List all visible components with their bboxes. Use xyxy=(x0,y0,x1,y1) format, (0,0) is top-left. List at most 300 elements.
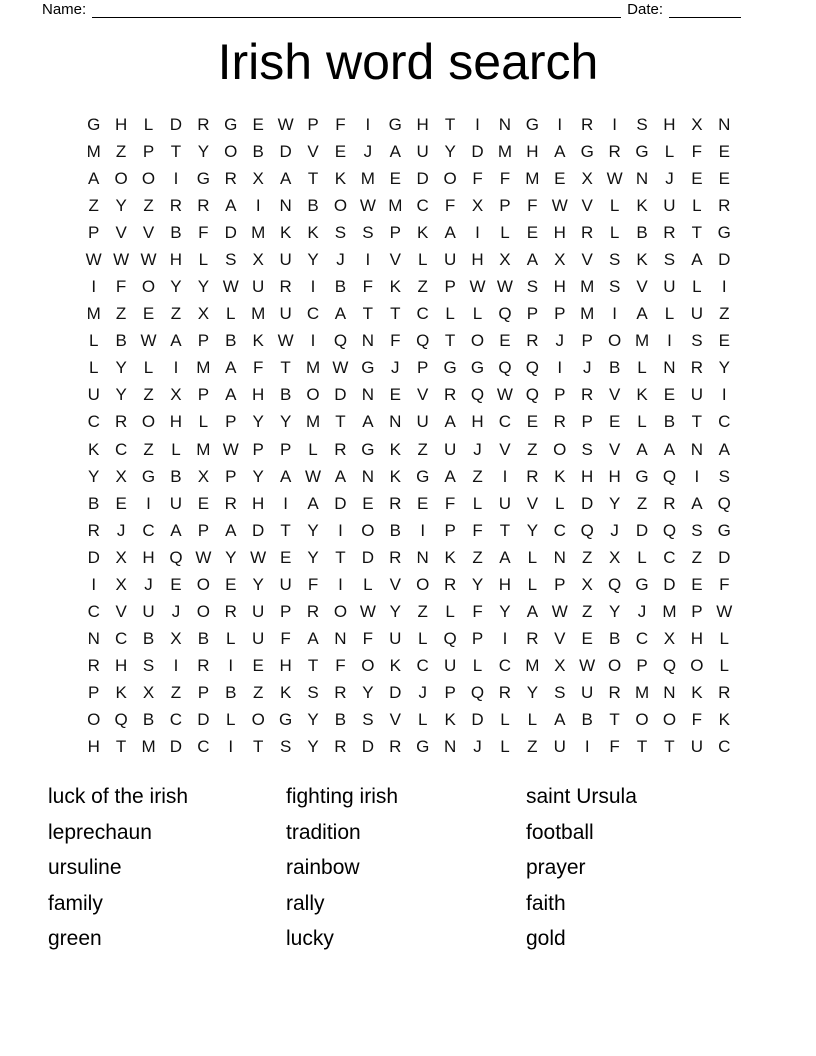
grid-letter: W xyxy=(195,547,212,567)
grid-letter: L xyxy=(500,222,510,242)
word-list-item: prayer xyxy=(526,856,586,880)
grid-letter: U xyxy=(443,656,457,676)
grid-letter: I xyxy=(228,656,234,676)
grid-letter: D xyxy=(169,114,183,134)
grid-letter: Y xyxy=(252,574,264,594)
grid-letter: O xyxy=(251,710,265,730)
grid-letter: Y xyxy=(526,683,539,703)
grid-letter: C xyxy=(498,656,512,676)
grid-letter: L xyxy=(719,629,730,649)
grid-letter: P xyxy=(554,385,566,405)
grid-letter: D xyxy=(471,710,484,730)
grid-letter: M xyxy=(580,304,595,324)
grid-letter: R xyxy=(279,277,292,297)
grid-letter: A xyxy=(444,412,456,432)
grid-letter: Z xyxy=(115,304,127,324)
grid-letter: J xyxy=(144,574,153,594)
word-list-item: tradition xyxy=(286,820,361,844)
word-list-item: faith xyxy=(526,891,566,915)
grid-letter: K xyxy=(554,466,566,486)
grid-letter: Z xyxy=(88,195,99,215)
grid-letter: G xyxy=(279,710,293,730)
grid-letter: T xyxy=(280,520,291,540)
grid-letter: R xyxy=(718,195,731,215)
grid-letter: Q xyxy=(470,385,485,405)
grid-letter: J xyxy=(473,439,482,459)
grid-letter: E xyxy=(691,574,703,594)
grid-letter: H xyxy=(498,574,512,594)
grid-letter: E xyxy=(252,656,264,676)
grid-letter: L xyxy=(143,358,154,378)
grid-letter: H xyxy=(471,412,484,432)
grid-letter: D xyxy=(197,710,210,730)
word-column xyxy=(286,779,398,957)
grid-letter: H xyxy=(252,493,265,513)
date-label: Date: xyxy=(627,1,663,18)
grid-letter: R xyxy=(526,629,539,649)
grid-letter: I xyxy=(365,249,371,269)
word-list-item: saint Ursula xyxy=(526,785,637,808)
grid-letter: M xyxy=(86,304,101,324)
grid-letter: N xyxy=(87,629,100,649)
grid-letter: B xyxy=(142,629,155,649)
grid-letter: R xyxy=(224,493,237,513)
grid-letter: Y xyxy=(252,466,264,486)
grid-letter: P xyxy=(197,331,210,351)
grid-letter: U xyxy=(279,304,292,324)
grid-letter: X xyxy=(197,304,210,324)
grid-letter: K xyxy=(718,710,730,730)
grid-letter: H xyxy=(581,466,594,486)
grid-letter: W xyxy=(716,602,733,622)
grid-letter: P xyxy=(444,683,456,703)
grid-letter: B xyxy=(170,466,182,486)
grid-letter: T xyxy=(444,114,456,134)
grid-letter: M xyxy=(634,331,650,351)
grid-letter: Y xyxy=(170,277,182,297)
grid-letter: K xyxy=(444,547,456,567)
grid-letter: N xyxy=(416,547,429,567)
grid-letter: I xyxy=(146,493,151,513)
grid-letter: P xyxy=(225,412,237,432)
grid-letter: A xyxy=(88,168,100,188)
grid-letter: L xyxy=(417,629,428,649)
grid-letter: F xyxy=(280,629,291,649)
grid-letter: X xyxy=(554,656,566,676)
grid-letter: X xyxy=(115,574,127,594)
grid-letter: H xyxy=(608,466,621,486)
grid-letter: F xyxy=(362,629,374,649)
grid-letter: R xyxy=(197,114,210,134)
grid-letter: M xyxy=(141,737,156,757)
grid-letter: L xyxy=(472,304,483,324)
grid-letter: X xyxy=(170,385,182,405)
grid-letter: E xyxy=(225,574,237,594)
grid-letter: O xyxy=(470,331,485,351)
grid-letter: D xyxy=(252,520,265,540)
grid-letter: I xyxy=(310,331,316,351)
grid-letter: B xyxy=(279,385,292,405)
grid-letter: P xyxy=(499,195,511,215)
grid-letter: G xyxy=(416,737,430,757)
grid-letter: Y xyxy=(115,385,127,405)
grid-letter: T xyxy=(335,412,346,432)
word-list-item: football xyxy=(526,820,594,844)
grid-letter: M xyxy=(360,168,375,188)
grid-letter: Z xyxy=(472,547,483,567)
grid-letter: Z xyxy=(170,304,182,324)
grid-letter: X xyxy=(197,466,210,486)
grid-letter: Y xyxy=(307,520,319,540)
grid-letter: M xyxy=(305,358,321,378)
grid-letter: A xyxy=(636,439,648,459)
grid-letter: F xyxy=(609,737,620,757)
grid-letter: W xyxy=(140,249,157,269)
grid-letter: W xyxy=(277,114,294,134)
grid-letter: K xyxy=(636,385,648,405)
grid-letter: R xyxy=(663,222,676,242)
name-date-row xyxy=(42,0,741,20)
grid-letter: O xyxy=(196,602,210,622)
grid-letter: J xyxy=(637,602,647,622)
grid-letter: H xyxy=(169,412,183,432)
grid-letter: P xyxy=(691,602,703,622)
grid-letter: G xyxy=(717,520,731,540)
grid-letter: O xyxy=(608,331,622,351)
grid-letter: S xyxy=(307,683,319,703)
grid-letter: I xyxy=(173,358,179,378)
grid-letter: C xyxy=(114,629,128,649)
grid-letter: B xyxy=(252,141,264,161)
word-search-grid xyxy=(80,111,738,761)
grid-letter: R xyxy=(581,222,594,242)
grid-letter: S xyxy=(636,114,648,134)
grid-letter: G xyxy=(416,466,430,486)
grid-letter: K xyxy=(389,277,401,297)
grid-letter: X xyxy=(663,629,676,649)
grid-letter: N xyxy=(361,466,374,486)
grid-letter: M xyxy=(634,683,650,703)
grid-letter: G xyxy=(635,141,649,161)
grid-letter: V xyxy=(389,249,401,269)
grid-letter: Y xyxy=(718,358,730,378)
grid-letter: U xyxy=(252,629,265,649)
grid-letter: H xyxy=(252,385,265,405)
grid-letter: O xyxy=(635,710,649,730)
grid-letter: A xyxy=(170,520,182,540)
grid-letter: O xyxy=(333,602,348,622)
grid-letter: B xyxy=(608,358,621,378)
grid-letter: Y xyxy=(225,547,237,567)
grid-letter: Q xyxy=(525,358,539,378)
grid-letter: R xyxy=(87,520,100,540)
grid-letter: R xyxy=(389,737,402,757)
grid-letter: B xyxy=(608,629,621,649)
grid-letter: D xyxy=(361,737,374,757)
grid-letter: Y xyxy=(307,249,319,269)
grid-letter: J xyxy=(665,168,674,188)
grid-letter: A xyxy=(691,249,703,269)
word-list-item: family xyxy=(48,891,103,915)
grid-letter: L xyxy=(555,493,565,513)
grid-letter: P xyxy=(307,114,319,134)
grid-letter: X xyxy=(115,466,127,486)
grid-letter: I xyxy=(612,114,617,134)
grid-letter: A xyxy=(307,493,319,513)
grid-letter: I xyxy=(502,466,508,486)
grid-letter: E xyxy=(718,331,730,351)
grid-letter: Y xyxy=(115,358,127,378)
grid-letter: U xyxy=(690,385,703,405)
grid-letter: R xyxy=(87,656,100,676)
grid-letter: D xyxy=(361,547,374,567)
word-list-item: leprechaun xyxy=(48,820,152,844)
grid-letter: D xyxy=(581,493,594,513)
grid-letter: O xyxy=(114,168,128,188)
grid-letter: V xyxy=(142,222,155,242)
grid-letter: U xyxy=(553,737,566,757)
grid-letter: H xyxy=(279,656,292,676)
grid-letter: Y xyxy=(307,710,319,730)
grid-letter: P xyxy=(526,304,539,324)
grid-letter: E xyxy=(417,493,429,513)
grid-letter: L xyxy=(500,710,510,730)
grid-letter: B xyxy=(636,222,648,242)
grid-letter: R xyxy=(553,412,566,432)
grid-letter: G xyxy=(141,466,156,486)
grid-letter: L xyxy=(143,114,154,134)
grid-letter: L xyxy=(88,358,99,378)
grid-letter: I xyxy=(475,222,480,242)
grid-letter: P xyxy=(279,602,292,622)
word-column xyxy=(48,779,188,957)
grid-letter: A xyxy=(334,304,347,324)
grid-letter: M xyxy=(497,141,513,161)
grid-letter: X xyxy=(252,168,264,188)
grid-letter: G xyxy=(388,114,402,134)
grid-letter: J xyxy=(582,358,592,378)
grid-letter: O xyxy=(443,168,457,188)
grid-letter: Y xyxy=(279,412,292,432)
grid-letter: J xyxy=(610,520,619,540)
grid-letter: V xyxy=(115,602,127,622)
grid-letter: W xyxy=(85,249,102,269)
grid-letter: M xyxy=(305,412,321,432)
grid-letter: H xyxy=(471,249,484,269)
grid-letter: N xyxy=(279,195,292,215)
grid-letter: U xyxy=(663,195,676,215)
grid-letter: C xyxy=(498,412,512,432)
grid-letter: L xyxy=(664,304,675,324)
grid-letter: W xyxy=(579,656,596,676)
grid-letter: E xyxy=(389,168,401,188)
grid-letter: F xyxy=(335,114,346,134)
grid-letter: M xyxy=(251,222,266,242)
name-blank-line xyxy=(92,2,621,18)
grid-letter: I xyxy=(228,737,234,757)
grid-letter: I xyxy=(310,277,316,297)
grid-letter: K xyxy=(88,439,100,459)
grid-letter: Q xyxy=(580,520,594,540)
grid-letter: U xyxy=(416,412,429,432)
grid-letter: L xyxy=(527,710,538,730)
grid-letter: U xyxy=(581,683,594,703)
grid-letter: F xyxy=(691,710,703,730)
grid-letter: D xyxy=(635,520,649,540)
grid-letter: J xyxy=(418,683,427,703)
grid-letter: T xyxy=(664,737,675,757)
grid-letter: K xyxy=(444,710,456,730)
grid-letter: M xyxy=(525,656,540,676)
grid-letter: G xyxy=(361,358,375,378)
grid-letter: M xyxy=(525,168,540,188)
grid-letter: A xyxy=(307,629,319,649)
grid-letter: B xyxy=(581,710,593,730)
grid-letter: N xyxy=(718,114,731,134)
grid-letter: K xyxy=(334,168,347,188)
grid-letter: N xyxy=(389,412,402,432)
grid-letter: R xyxy=(306,602,320,622)
grid-letter: F xyxy=(444,493,456,513)
grid-letter: E xyxy=(115,493,127,513)
grid-letter: O xyxy=(553,439,567,459)
grid-letter: W xyxy=(222,439,239,459)
grid-letter: W xyxy=(551,195,568,215)
grid-letter: V xyxy=(389,710,401,730)
grid-letter: T xyxy=(335,547,346,567)
grid-letter: Z xyxy=(417,602,428,622)
grid-letter: S xyxy=(663,249,676,269)
grid-letter: J xyxy=(391,358,400,378)
grid-letter: O xyxy=(416,574,430,594)
grid-letter: T xyxy=(691,222,703,242)
grid-letter: L xyxy=(637,412,647,432)
grid-letter: P xyxy=(225,466,237,486)
grid-letter: W xyxy=(606,168,623,188)
grid-letter: M xyxy=(196,358,211,378)
grid-letter: L xyxy=(500,737,510,757)
grid-letter: V xyxy=(499,439,511,459)
grid-letter: B xyxy=(170,222,182,242)
grid-letter: H xyxy=(690,629,703,649)
grid-letter: L xyxy=(445,602,455,622)
grid-letter: U xyxy=(443,249,457,269)
grid-letter: I xyxy=(721,277,727,297)
grid-letter: X xyxy=(252,249,264,269)
grid-letter: O xyxy=(361,520,375,540)
grid-letter: W xyxy=(222,277,239,297)
grid-letter: T xyxy=(609,710,620,730)
grid-letter: L xyxy=(417,249,428,269)
grid-letter: R xyxy=(443,574,457,594)
word-column xyxy=(526,779,637,957)
grid-letter: U xyxy=(87,385,100,405)
grid-letter: R xyxy=(334,439,347,459)
grid-letter: I xyxy=(475,114,480,134)
page-title: Irish word search xyxy=(217,34,599,90)
grid-letter: C xyxy=(553,520,566,540)
grid-letter: S xyxy=(362,222,374,242)
grid-letter: Z xyxy=(143,195,154,215)
grid-letter: F xyxy=(499,168,511,188)
grid-letter: X xyxy=(142,683,155,703)
grid-letter: U xyxy=(252,602,265,622)
grid-letter: V xyxy=(636,277,648,297)
grid-letter: I xyxy=(173,168,179,188)
grid-letter: E xyxy=(581,629,593,649)
grid-letter: O xyxy=(306,385,320,405)
grid-letter: R xyxy=(389,493,402,513)
grid-letter: E xyxy=(197,493,210,513)
grid-letter: Y xyxy=(444,141,456,161)
word-list-item: green xyxy=(48,927,102,951)
grid-letter: Z xyxy=(527,737,538,757)
grid-letter: L xyxy=(88,331,99,351)
grid-letter: K xyxy=(691,683,703,703)
grid-letter: K xyxy=(115,683,127,703)
grid-letter: V xyxy=(389,574,401,594)
grid-letter: R xyxy=(197,195,210,215)
grid-letter: P xyxy=(252,439,264,459)
word-list-item: rally xyxy=(286,891,325,915)
grid-letter: A xyxy=(663,439,676,459)
grid-letter: H xyxy=(416,114,429,134)
grid-letter: L xyxy=(719,656,730,676)
grid-letter: S xyxy=(362,710,374,730)
grid-letter: D xyxy=(663,574,676,594)
grid-letter: Q xyxy=(498,304,512,324)
word-list-item: luck of the irish xyxy=(48,785,189,808)
grid-letter: F xyxy=(719,574,730,594)
grid-letter: O xyxy=(196,574,210,594)
grid-letter: P xyxy=(444,277,456,297)
grid-letter: P xyxy=(581,412,593,432)
grid-letter: Q xyxy=(717,493,731,513)
grid-letter: P xyxy=(88,683,100,703)
grid-letter: B xyxy=(115,331,127,351)
grid-letter: F xyxy=(253,358,264,378)
grid-letter: B xyxy=(389,520,401,540)
grid-letter: D xyxy=(471,141,484,161)
grid-letter: V xyxy=(608,385,621,405)
grid-letter: A xyxy=(279,168,292,188)
grid-letter: Q xyxy=(169,547,183,567)
grid-letter: H xyxy=(114,656,128,676)
grid-letter: U xyxy=(690,304,703,324)
grid-letter: Q xyxy=(443,629,457,649)
grid-letter: P xyxy=(88,222,100,242)
grid-letter: G xyxy=(580,141,594,161)
grid-letter: Z xyxy=(527,439,538,459)
grid-letter: F xyxy=(115,277,127,297)
grid-letter: G xyxy=(470,358,485,378)
grid-letter: F xyxy=(691,141,703,161)
word-list-item: ursuline xyxy=(48,856,122,880)
grid-letter: K xyxy=(389,656,401,676)
grid-letter: J xyxy=(171,602,181,622)
grid-letter: H xyxy=(87,737,100,757)
grid-letter: I xyxy=(694,466,700,486)
grid-letter: C xyxy=(416,195,429,215)
grid-letter: R xyxy=(526,331,539,351)
grid-letter: D xyxy=(224,222,237,242)
grid-letter: O xyxy=(224,141,238,161)
grid-letter: D xyxy=(279,141,292,161)
grid-letter: W xyxy=(359,195,376,215)
grid-letter: Q xyxy=(333,331,348,351)
grid-letter: D xyxy=(718,249,731,269)
grid-letter: F xyxy=(307,574,319,594)
